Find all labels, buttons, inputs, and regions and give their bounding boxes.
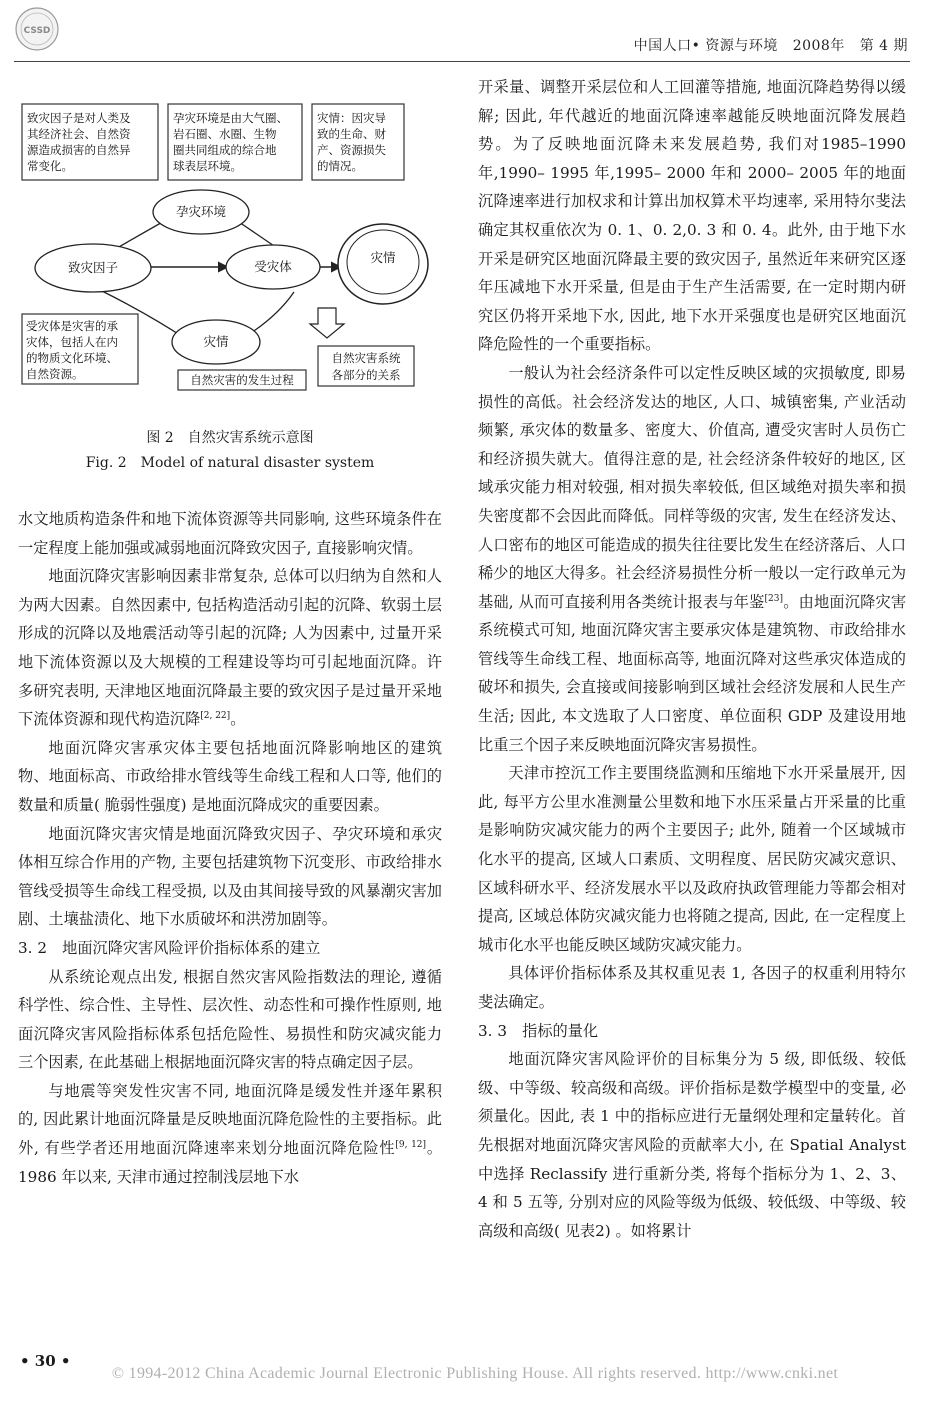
logo-text: CSSD	[23, 26, 51, 36]
paragraph: 水文地质构造条件和地下流体资源等共同影响, 这些环境条件在一定程度上能加强或减弱地面沉降致灾因子, 直接影响灾情。	[18, 510, 442, 557]
hazard-desc-line: 源造成损害的自然异	[27, 143, 131, 157]
hazard-desc-line: 其经济社会、自然资	[27, 127, 131, 141]
paragraph-text: 。1986 年以来, 天津市通过控制浅层地下水	[18, 1139, 442, 1186]
loss-desc-line: 致的生命、财	[317, 127, 386, 141]
paragraph-text: 地面沉降灾害影响因素非常复杂, 总体可以归纳为自然和人为两大因素。自然因素中, 包括构造活动引起的沉降、软弱土层形成的沉降以及地震活动等引起的沉降; 人为因素中, 过量开采地下流体资源以及大规模的工程建设等均可引起地面沉降。许多研究表明, 天津地区地面沉降最主要的致灾因子是过量开采地下流体资源和现代构造沉降	[18, 567, 442, 729]
page-number: • 30 •	[20, 1352, 71, 1370]
loss-desc-line: 灾情：因灾导	[317, 111, 386, 125]
citation: [23]	[764, 593, 784, 604]
section-heading-3-3: 3. 3 指标的量化	[478, 1021, 599, 1040]
hazard-desc-line: 常变化。	[27, 159, 73, 173]
paragraph	[478, 359, 906, 759]
relation-line: 自然灾害系统	[331, 351, 401, 365]
paragraph-text: 与地震等突发性灾害不同, 地面沉降是缓发性并逐年累积的, 因此累计地面沉降量是反映地面沉降危险性的主要指标。此外, 有些学者还用地面沉降速率来划分地面沉降危险性	[18, 1081, 442, 1158]
journal-year: 2008年	[792, 38, 845, 54]
paragraph-text: 。由地面沉降灾害系统模式可知, 地面沉降灾害主要承灾体是建筑物、市政给排水管线等生命线工程、地面标高等, 地面沉降对这些承灾体造成的破坏和损失, 会直接或间接影响到区域社会经济发展和人民生产生活; 因此, 本文选取了人口密度、单位面积 GDP 及建设用地比重三个因子来反映地面沉降灾害易损性。	[478, 592, 907, 754]
header-rule	[14, 61, 910, 62]
body-desc-line: 自然资源。	[26, 367, 84, 381]
paragraph: 从系统论观点出发, 根据自然灾害风险指数法的理论, 遵循科学性、综合性、主导性、层次性、动态性和可操作性原则, 地面沉降灾害风险指标体系包括危险性、易损性和防灾减灾能力三个因素, 在此基础上根据地面沉降灾害的特点确定因子层。	[18, 967, 442, 1072]
node-environment-label: 孕灾环境	[175, 204, 227, 219]
body-desc-line: 受灾体是灾害的承	[26, 319, 118, 333]
figure-2	[18, 92, 442, 392]
paragraph-text: 。	[230, 710, 246, 729]
paragraph: 具体评价指标体系及其权重见表 1, 各因子的权重利用特尔斐法确定。	[478, 964, 906, 1011]
body-desc-line: 灾体，包括人在内	[26, 335, 118, 349]
citation: [2, 22]	[200, 711, 231, 722]
relation-line: 各部分的关系	[331, 368, 401, 382]
journal-issue: 第 4 期	[859, 38, 908, 54]
process-label: 自然灾害的发生过程	[190, 373, 294, 387]
citation: [9, 12]	[395, 1140, 427, 1150]
paragraph	[18, 1077, 442, 1191]
environment-desc-line: 孕灾环境是由大气圈、	[173, 111, 288, 125]
paragraph	[18, 562, 442, 734]
journal-name: 中国人口• 资源与环境	[633, 38, 778, 54]
paragraph: 地面沉降灾害灾情是地面沉降致灾因子、孕灾环境和承灾体相互综合作用的产物, 主要包括建筑物下沉变形、市政给排水管线受损等生命线工程受损, 以及由其间接导致的风暴潮灾害加剧、土壤盐渍化、地下水质破坏和洪涝加剧等。	[18, 824, 442, 929]
loss-desc-line: 产、资源损失	[317, 143, 386, 157]
page-header	[0, 0, 950, 66]
journal-logo	[14, 6, 60, 52]
right-column	[478, 73, 906, 1245]
cycle-arrow	[310, 308, 344, 338]
body-desc-line: 的物质文化环境、	[26, 351, 118, 365]
environment-desc-line: 球表层环境。	[173, 159, 242, 173]
paragraph: 开采量、调整开采层位和人工回灌等措施, 地面沉降趋势得以缓解; 因此, 年代越近的地面沉降速率越能反映地面沉降发展趋势。为了反映地面沉降未来发展趋势, 我们对1985–1990 年,1990– 1995 年,1995– 2000 年和 2000– 2005 年的地面沉降速率进行加权求和计算出加权算术平均速率, 采用特尔斐法确定其权重依次为 0. 1、0. 2,0. 3 和 0. 4。此外, 由于地下水开采是研究区地面沉降最主要的致灾因子, 虽然近年来研究区逐年压减地下水开采量, 但是由于生产生活需要, 在一定时期内研究区仍将开采地下水, 因此, 地下水开采强度也是研究区地面沉降危险性的一个重要指标。	[478, 78, 906, 354]
section-heading-3-2: 3. 2 地面沉降灾害风险评价指标体系的建立	[18, 938, 321, 957]
environment-desc-line: 岩石圈、水圈、生物	[173, 127, 277, 141]
left-column	[18, 505, 442, 1191]
node-hazard-label: 致灾因子	[67, 260, 119, 275]
figure-caption-cn: 图 2 自然灾害系统示意图	[146, 430, 314, 446]
copyright-watermark: © 1994-2012 China Academic Journal Electronic Publishing House. All rights reserved. http://www.cnki.net	[111, 1365, 839, 1382]
paragraph: 地面沉降灾害承灾体主要包括地面沉降影响地区的建筑物、地面标高、市政给排水管线等生命线工程和人口等, 他们的数量和质量( 脆弱性强度) 是地面沉降成灾的重要因素。	[18, 738, 442, 814]
running-head	[634, 35, 908, 55]
paragraph: 天津市控沉工作主要围绕监测和压缩地下水开采量展开, 因此, 每平方公里水准测量公里数和地下水压采量占开采量的比重是影响防灾减灾能力的两个主要因子; 此外, 随着一个区域城市化水平的提高, 区域人口素质、文明程度、居民防灾减灾意识、区域科研水平、经济发展水平以及政府执政管理能力等都会相对提高, 区域总体防灾减灾能力也将随之提高, 因此, 在一定程度上城市化水平也能反映区域防灾减灾能力。	[478, 764, 906, 954]
environment-desc-line: 圈共同组成的综合地	[173, 143, 277, 157]
figure-caption-en: Fig. 2 Model of natural disaster system	[85, 455, 375, 471]
node-body-label: 受灾体	[254, 259, 292, 274]
hazard-desc-line: 致灾因子是对人类及	[27, 111, 131, 125]
node-loss-label: 灾情	[370, 250, 396, 265]
loss-desc-line: 的情况。	[317, 159, 363, 173]
paragraph: 地面沉降灾害风险评价的目标集分为 5 级, 即低级、较低级、中等级、较高级和高级。评价指标是数学模型中的变量, 必须量化。因此, 表 1 中的指标应进行无量纲处理和定量转化。首先根据对地面沉降灾害风险的贡献率大小, 在 Spatial Analyst 中选择 Reclassify 进行重新分类, 将每个指标分为 1、2、3、4 和 5 五等, 分别对应的风险等级为低级、较低级、中等级、较高级和高级( 见表2) 。如将累计	[478, 1050, 906, 1240]
node-loss-bottom-label: 灾情	[203, 334, 229, 349]
paragraph-text: 一般认为社会经济条件可以定性反映区域的灾损敏度, 即易损性的高低。社会经济发达的地区, 人口、城镇密集, 产业活动频繁, 承灾体的数量多、密度大、价值高, 遭受灾害时人员伤亡和经济损失就大。值得注意的是, 社会经济条件较好的地区, 区域承灾能力相对较强, 相对损失率较低, 但区域绝对损失率和损失密度都不会因此而降低。同样等级的灾害, 发生在经济发达、人口密布的地区可能造成的损失往往要比发生在经济落后、人口稀少的地区大得多。社会经济易损性分析一般以一定行政单元为基础, 从而可直接利用各类统计报表与年鉴	[478, 363, 906, 611]
